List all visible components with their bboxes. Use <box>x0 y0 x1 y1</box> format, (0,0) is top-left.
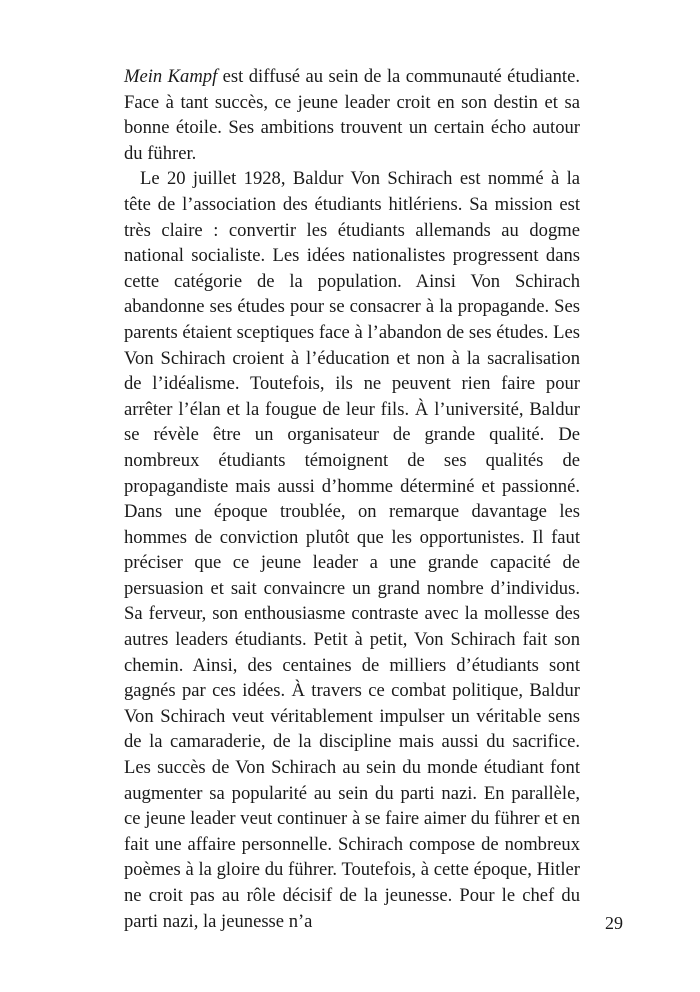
page-number: 29 <box>605 913 623 933</box>
paragraph-1 <box>124 64 580 166</box>
page-body <box>124 64 580 934</box>
book-title: Mein Kampf <box>124 66 218 87</box>
paragraph-2: Le 20 juillet 1928, Baldur Von Schirach est nommé à la tête de l’association des étudiants hitlériens. Sa mission est très claire : convertir les étudiants allemands au dogme national socialiste. Les idées nationalistes progressent dans cette catégorie de la population. Ainsi Von Schirach abandonne ses études pour se consacrer à la propagande. Ses parents étaient sceptiques face à l’abandon de ses études. Les Von Schirach croient à l’éducation et non à la sacralisation de l’idéalisme. Toutefois, ils ne peuvent rien faire pour arrêter l’élan et la fougue de leur fils. À l’université, Baldur se révèle être un organisateur de grande qualité. De nombreux étudiants témoignent de ses qualités de propagandiste mais aussi d’homme déterminé et passionné. Dans une époque troublée, on remarque davantage les hommes de conviction plutôt que les opportunistes. Il faut préciser que ce jeune leader a une grande capacité de persuasion et sait convaincre un grand nombre d’individus. Sa ferveur, son enthousiasme contraste avec la mollesse des autres leaders étudiants. Petit à petit, Von Schirach fait son chemin. Ainsi, des centaines de milliers d’étudiants sont gagnés par ces idées. À travers ce combat politique, Baldur Von Schirach veut véritablement impulser un véritable sens de la camaraderie, de la discipline mais aussi du sacrifice. Les succès de Von Schirach au sein du monde étudiant font augmenter sa popularité au sein du parti nazi. En parallèle, ce jeune leader veut continuer à se faire aimer du führer et en fait une affaire personnelle. Schirach compose de nombreux poèmes à la gloire du führer. Toutefois, à cette époque, Hitler ne croit pas au rôle décisif de la jeunesse. Pour le chef du parti nazi, la jeunesse n’a <box>124 168 580 932</box>
paragraph-1-text: est diffusé au sein de la communauté étudiante. Face à tant succès, ce jeune leader croit en son destin et sa bonne étoile. Ses ambitions trouvent un certain écho autour du führer. <box>124 66 580 164</box>
